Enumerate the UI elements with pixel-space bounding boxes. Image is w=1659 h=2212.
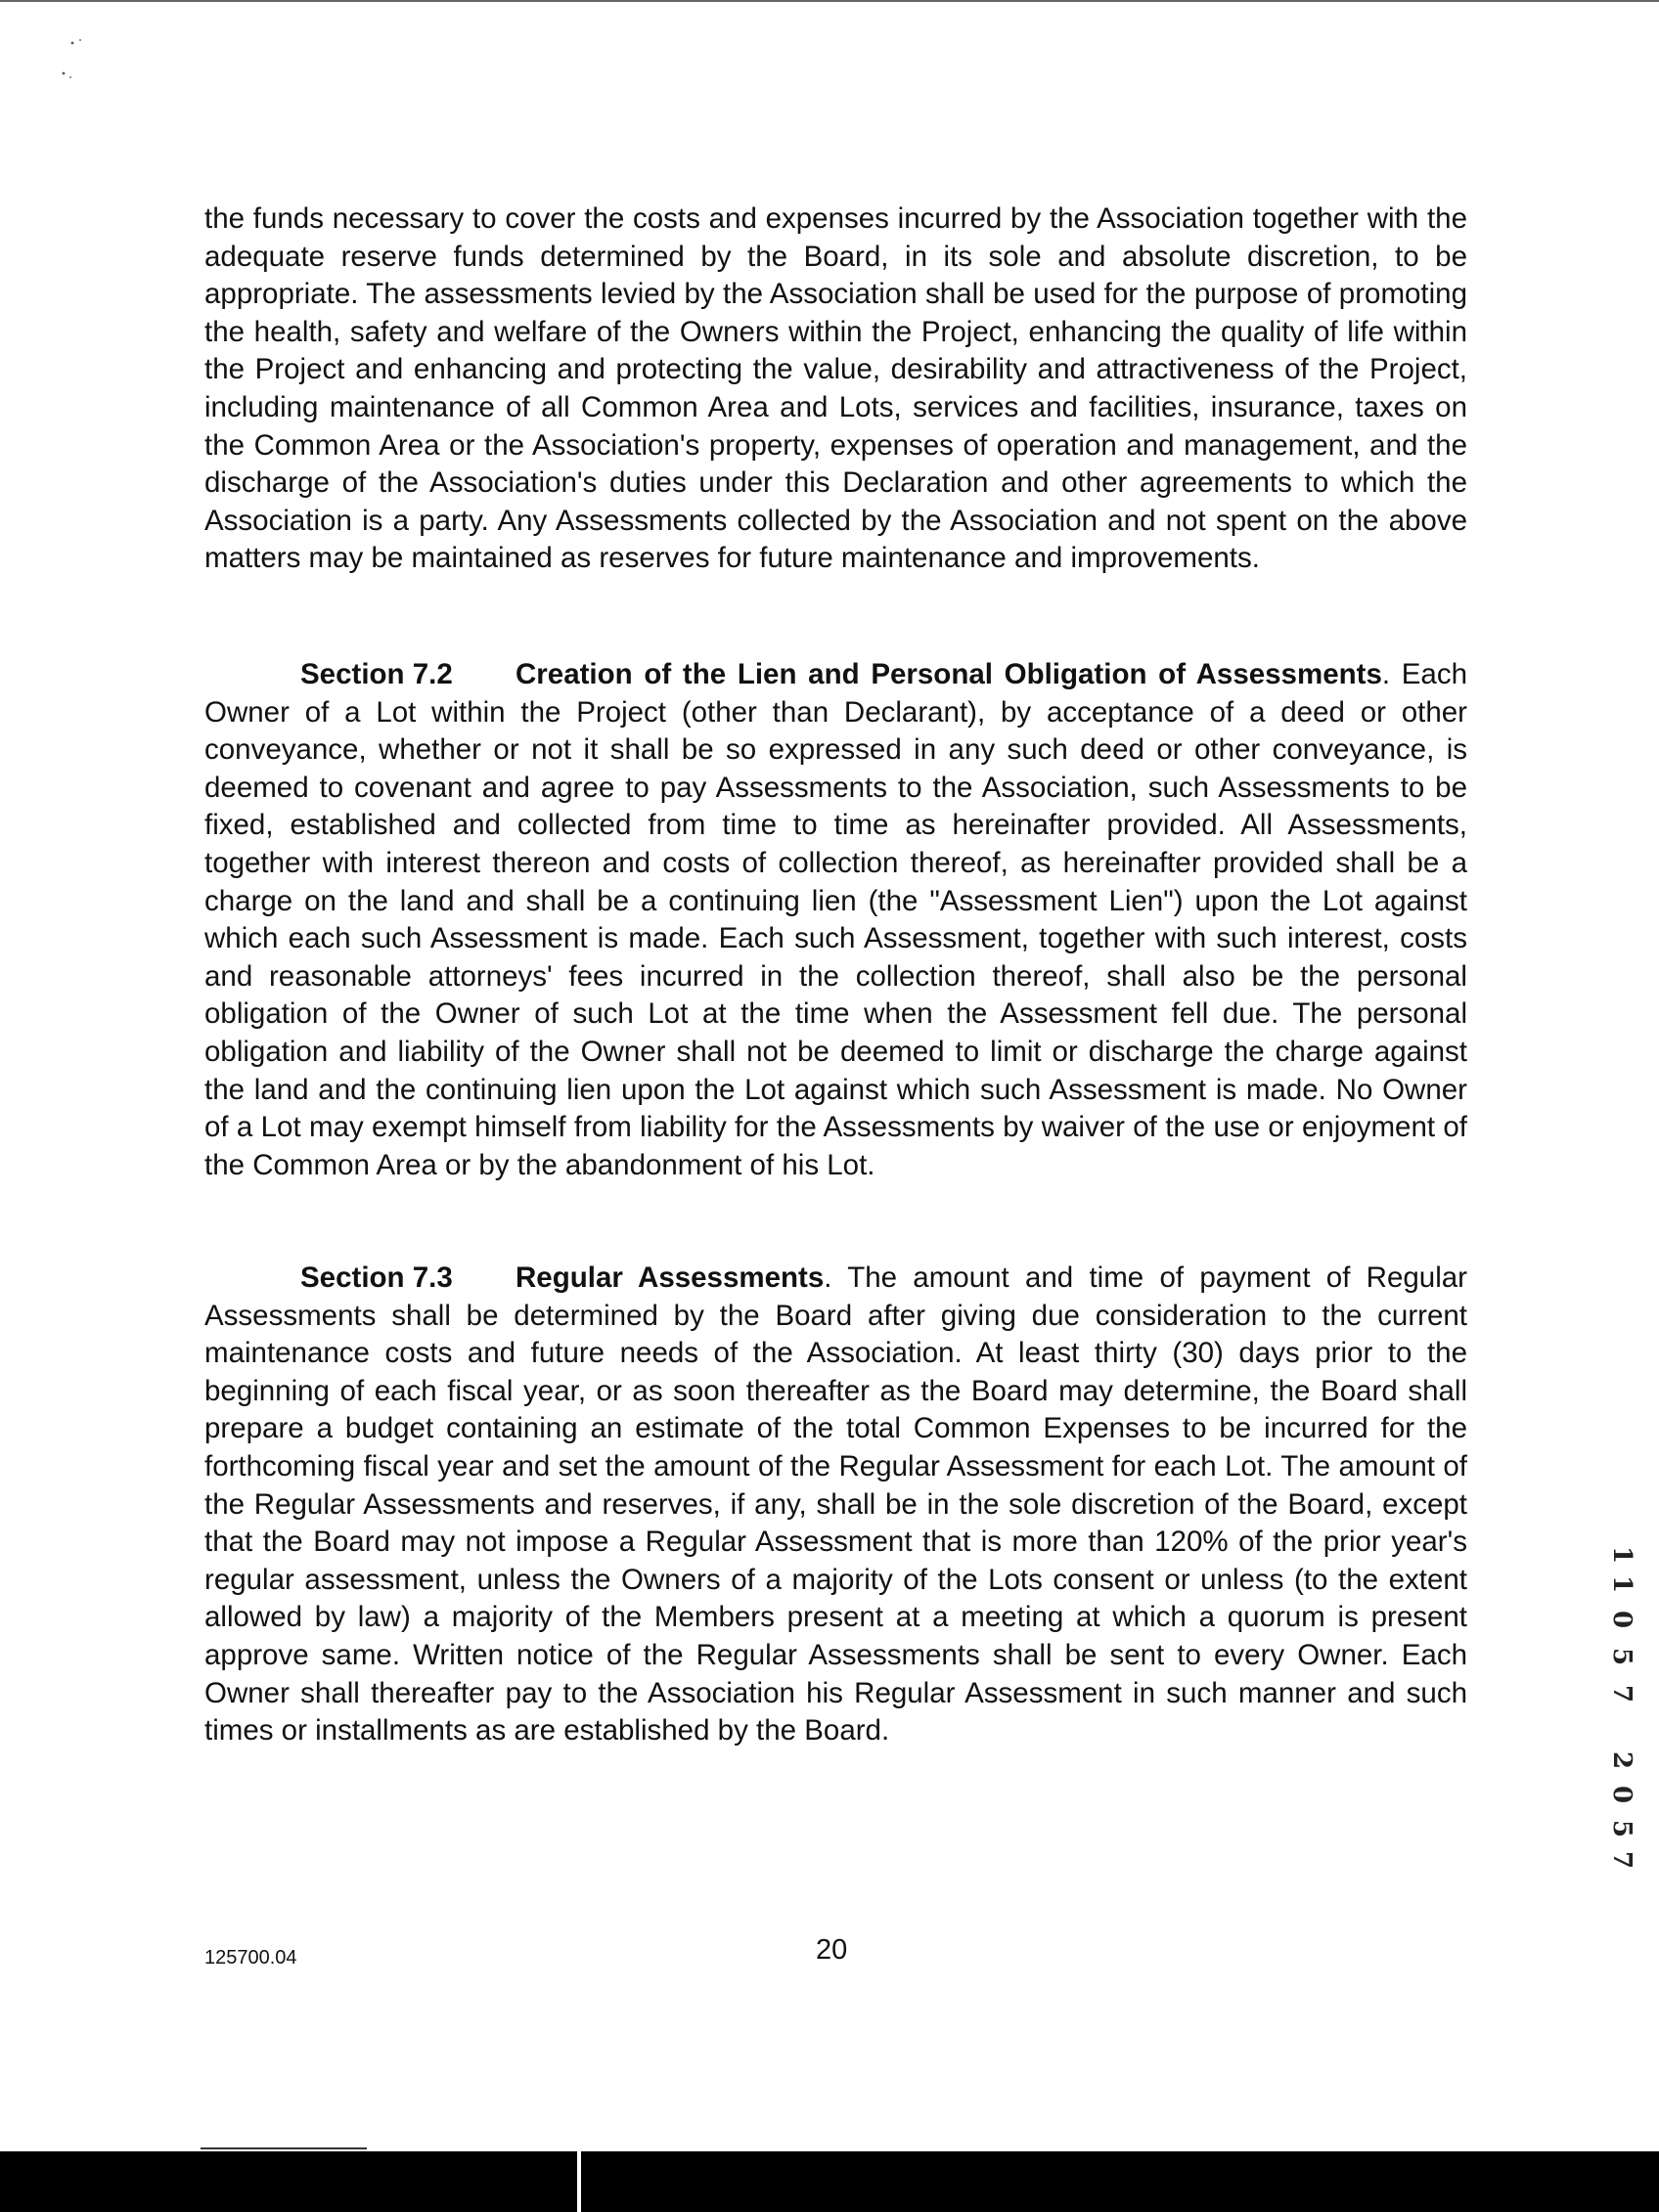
stamp-char: 5 [1607, 1647, 1637, 1666]
recording-stamp [1604, 1540, 1639, 1873]
scan-bottom-mark [201, 2147, 367, 2149]
stamp-char: 7 [1607, 1850, 1637, 1870]
section-7-2-number: Section 7.2 [300, 658, 453, 690]
section-7-2-paragraph [204, 656, 1467, 1184]
stamp-char: 1 [1607, 1574, 1637, 1594]
stamp-char: 0 [1607, 1785, 1637, 1804]
scan-bottom-bar [0, 2151, 1659, 2212]
footer-document-number: 125700.04 [204, 1947, 297, 1969]
stamp-char: 2 [1607, 1750, 1637, 1770]
section-7-2-heading-punct: . [1381, 658, 1391, 690]
scan-specks [59, 34, 108, 83]
stamp-char: 0 [1607, 1610, 1637, 1629]
section-7-3-paragraph [204, 1260, 1467, 1750]
scan-bottom-divider [577, 2151, 581, 2212]
section-7-3-heading: Regular Assessments [516, 1261, 825, 1294]
section-7-2-heading: Creation of the Lien and Personal Obligation of Assessments [516, 658, 1382, 690]
stamp-char: 7 [1607, 1684, 1637, 1703]
section-7-3-number: Section 7.3 [300, 1261, 453, 1294]
stamp-char: 1 [1607, 1545, 1637, 1565]
footer-page-number: 20 [816, 1934, 848, 1966]
stamp-char: 5 [1607, 1819, 1637, 1838]
section-7-2-body: Each Owner of a Lot within the Project (other than Declarant), by acceptance of a deed or other conveyance, whether or not it shall be so expressed in any such deed or other conveyance, is deemed to covenant and agree to pay Assessments to the Association, such Assessments to be fixed, established and collected from time to time as hereinafter provided. All Assessments, together with interest thereon and costs of collection thereof, as hereinafter provided shall be a charge on the land and shall be a continuing lien (the "Assessment Lien") upon the Lot against which each such Assessment is made. Each such Assessment, together with such interest, costs and reasonable attorneys' fees incurred in the collection thereof, shall also be the personal obligation of the Owner of such Lot at the time when the Assessment fell due. The personal obligation and liability of the Owner shall not be deemed to limit or discharge the charge against the land and the continuing lien upon the Lot against which such Assessment is made. No Owner of a Lot may exempt himself from liability for the Assessments by waiver of the use or enjoyment of the Common Area or by the abandonment of his Lot. [204, 658, 1467, 1181]
scan-top-edge [0, 0, 1659, 2]
section-7-3-heading-punct: . [824, 1261, 832, 1294]
paragraph-continuation: the funds necessary to cover the costs and expenses incurred by the Association together with the adequate reserve funds determined by the Board, in its sole and absolute discretion, to be appropriate. The assessments levied by the Association shall be used for the purpose of promoting the health, safety and welfare of the Owners within the Project, enhancing the quality of life within the Project and enhancing and protecting the value, desirability and attractiveness of the Project, including maintenance of all Common Area and Lots, services and facilities, insurance, taxes on the Common Area or the Association's property, expenses of operation and management, and the discharge of the Association's duties under this Declaration and other agreements to which the Association is a party. Any Assessments collected by the Association and not spent on the above matters may be maintained as reserves for future maintenance and improvements. [204, 202, 1467, 575]
section-7-3-body: The amount and time of payment of Regular Assessments shall be determined by the Board after giving due consideration to the current maintenance costs and future needs of the Association. At least thirty (30) days prior to the beginning of each fiscal year, or as soon thereafter as the Board may determine, the Board shall prepare a budget containing an estimate of the total Common Expenses to be incurred for the forthcoming fiscal year and set the amount of the Regular Assessment for each Lot. The amount of the Regular Assessments and reserves, if any, shall be in the sole discretion of the Board, except that the Board may not impose a Regular Assessment that is more than 120% of the prior year's regular assessment, unless the Owners of a majority of the Lots consent or unless (to the extent allowed by law) a majority of the Members present at a meeting at which a quorum is present approve same. Written notice of the Regular Assessments shall be sent to every Owner. Each Owner shall thereafter pay to the Association his Regular Assessment in such manner and such times or installments as are established by the Board. [204, 1261, 1467, 1747]
